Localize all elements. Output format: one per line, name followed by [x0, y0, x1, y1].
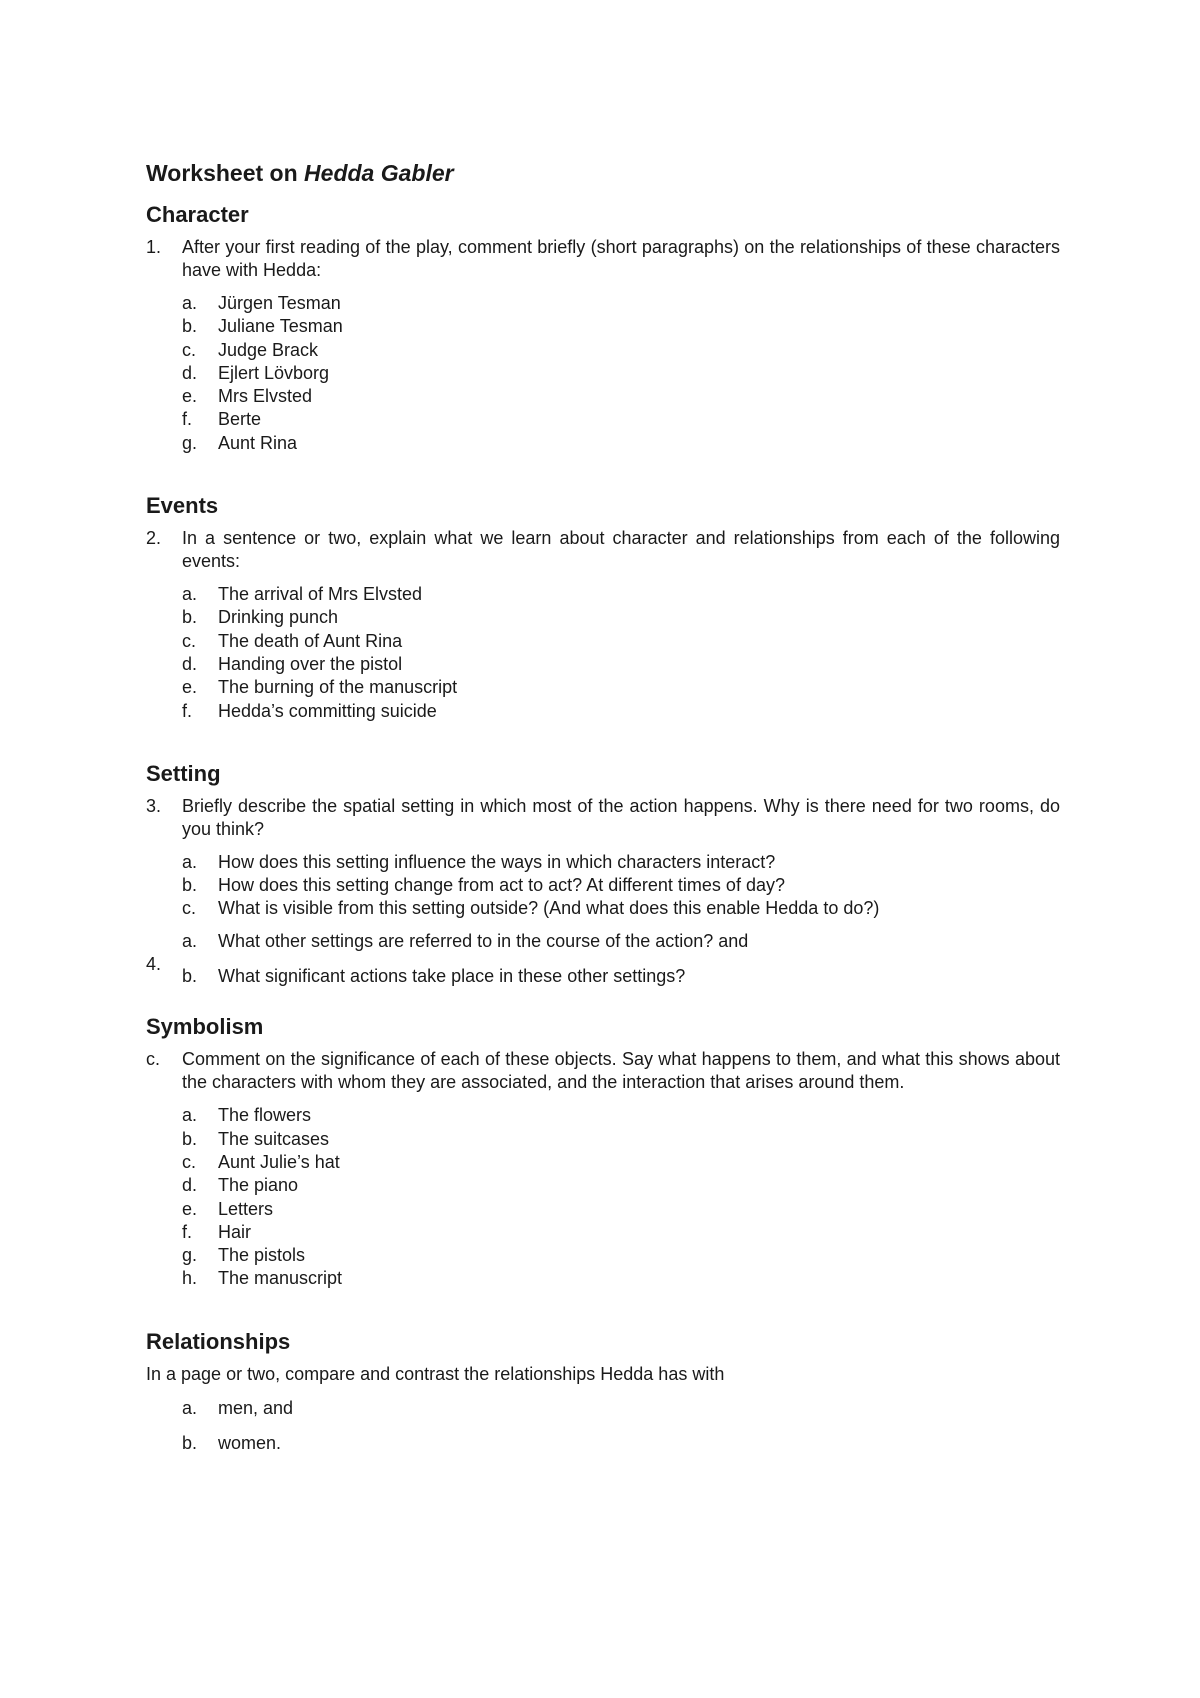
list-item: e. Letters	[182, 1198, 274, 1219]
question-2	[146, 527, 1060, 573]
list-item: e. Mrs Elvsted	[182, 386, 313, 407]
question-text: In a sentence or two, explain what we learn about character and relationships from each of the following events:	[182, 528, 1060, 572]
list-item: a. Jürgen Tesman	[182, 293, 341, 313]
list-item: c. What is visible from this setting outside? (And what does this enable Hedda to do?)	[182, 898, 880, 919]
list-item: f. Berte	[182, 409, 262, 430]
list-item: h. The manuscript	[182, 1268, 343, 1289]
list-item: f. Hair	[182, 1221, 252, 1242]
question-text: Briefly describe the spatial setting in which most of the action happens. Why is there need for two rooms, do you think?	[182, 795, 1060, 839]
page-title	[146, 158, 1060, 188]
section-heading-symbolism: Symbolism	[146, 1014, 264, 1040]
question-number: c.	[146, 1049, 161, 1070]
list-item: b. women.	[182, 1433, 282, 1454]
list-item: d. The piano	[182, 1175, 299, 1196]
list-item: b. Juliane Tesman	[182, 316, 343, 337]
character-list	[182, 292, 1060, 455]
list-item: b. Drinking punch	[182, 607, 339, 628]
list-item: b. The suitcases	[182, 1128, 330, 1149]
section-heading-relationships: Relationships	[146, 1328, 291, 1354]
question-text: After your first reading of the play, comment briefly (short paragraphs) on the relationships of these characters have with Hedda:	[182, 237, 1060, 280]
relationships-text: In a page or two, compare and contrast the relationships Hedda has with	[146, 1363, 725, 1384]
question-1	[146, 236, 1060, 282]
list-item: a. The flowers	[182, 1105, 312, 1126]
list-item: a. How does this setting influence the ways in which characters interact?	[182, 851, 776, 872]
list-item: d. Ejlert Lövborg	[182, 362, 330, 383]
question-c	[146, 1048, 1060, 1094]
title-work: Hedda Gabler	[304, 160, 454, 186]
title-prefix: Worksheet on	[146, 160, 298, 186]
symbolism-list	[182, 1104, 1060, 1290]
question-number: 3.	[146, 795, 162, 816]
events-list	[182, 583, 1060, 723]
list-item: g. Aunt Rina	[182, 432, 298, 453]
section-heading-setting: Setting	[146, 760, 221, 786]
list-item: a. men, and	[182, 1397, 294, 1418]
list-item: c. Aunt Julie’s hat	[182, 1151, 340, 1172]
list-item: b. What significant actions take place in these other settings?	[182, 966, 686, 987]
question-3	[146, 795, 1060, 841]
list-item: a. What other settings are referred to in the course of the action? and	[182, 930, 749, 951]
section-heading-character: Character	[146, 202, 249, 227]
relationships-list	[182, 1397, 1060, 1456]
question-4-list	[182, 930, 1060, 989]
list-item: e. The burning of the manuscript	[182, 677, 458, 698]
list-item: g. The pistols	[182, 1245, 306, 1266]
question-number: 1.	[146, 237, 162, 257]
list-item: a. The arrival of Mrs Elvsted	[182, 584, 423, 605]
list-item: b. How does this setting change from act to act? At different times of day?	[182, 875, 785, 896]
list-item: d. Handing over the pistol	[182, 653, 403, 674]
question-number: 4.	[146, 953, 162, 974]
list-item: c. Judge Brack	[182, 339, 319, 360]
list-item: c. The death of Aunt Rina	[182, 630, 403, 651]
section-heading-events: Events	[146, 493, 219, 519]
setting-list	[182, 851, 1060, 921]
question-text: Comment on the significance of each of these objects. Say what happens to them, and what this shows about the characters with whom they are associated, and the interaction that arises around them.	[182, 1049, 1060, 1093]
list-item: f. Hedda’s committing suicide	[182, 700, 437, 721]
worksheet-page	[146, 158, 1060, 1467]
question-number: 2.	[146, 528, 162, 549]
